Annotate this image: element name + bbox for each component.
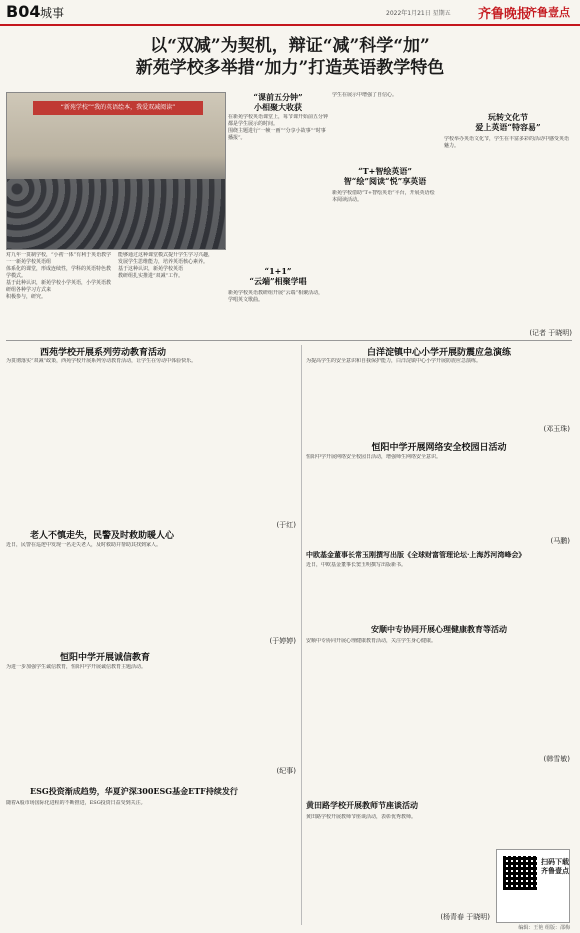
page-number: B04 [6, 2, 41, 21]
subhead-4: 玩转文化节 [488, 112, 528, 122]
photo-crowd [7, 179, 225, 249]
paper-name: 齐鲁晚报 [478, 7, 531, 22]
lead-body-col6: 新苑学校借助“T+智绘英语”平台，开展英语绘本阅读活动。 [332, 190, 435, 203]
article-title-1: 西苑学校开展系列劳动教育活动 [40, 348, 167, 358]
subhead-1: “课前五分钟” [253, 92, 303, 102]
article-title-8: ESG投资渐成趋势，华夏沪深300ESG基金ETF持续发行 [30, 786, 238, 796]
subhead-2b: “云端”相聚学唱 [249, 276, 307, 286]
article-title-6: 恒阳中学开展诚信教育 [60, 653, 151, 663]
article-title-2: 白洋淀镇中心小学开展防震应急演练 [366, 348, 511, 358]
lead-body-col2: 能够通过这种课堂模式提升学生学习兴趣， 发展学生思维能力，培养英语核心素养。 基于这种认识，新苑学校英语 教研组扎实推进“双减”工作。 [118, 252, 214, 279]
lead-body-col3: 在新苑学校英语课堂上，每节课开始前五分钟都是学生展示的时间。 围绕主题进行“一帧一画”“分享小故事”“时事播报”。 [228, 114, 328, 141]
article-body-8: 随着A股市场国际化进程的不断推进，ESG投资日益受到关注。 [6, 800, 146, 806]
qr-code-icon[interactable] [503, 856, 537, 890]
article-body-4: 恒阳中学开展网络安全校园日活动，增强师生网络安全意识。 [306, 454, 442, 460]
lead-body-col7: 学校举办英语文化节，学生在丰富多彩的活动中感受英语魅力。 [444, 136, 570, 149]
lead-photo [6, 92, 226, 250]
byline-5: (韩雪敏) [543, 755, 570, 763]
divider-1 [6, 340, 572, 341]
article-title-5: 中欧基金董事长常玉刚撰写出版《全球财富管理论坛·上海苏河湾峰会》 [306, 550, 526, 559]
article-title-7: 安顺中专协同开展心理健康教育等活动 [371, 624, 507, 634]
section-name: 城事 [40, 6, 65, 20]
subhead-1b: 小相聚大收获 [254, 102, 302, 112]
article-title-4: 恒阳中学开展网络安全校园日活动 [371, 443, 507, 453]
byline-7: (杨青春 于晓明) [440, 913, 490, 921]
main-headline-line2: 新苑学校多举措“加力”打造英语教学特色 [135, 58, 445, 78]
article-body-3: 近日，民警在巡逻中发现一名走失老人，及时救助并帮助其找到家人。 [6, 542, 162, 548]
byline-2: (邓玉珠) [543, 425, 570, 433]
article-body-7: 安顺中专协同开展心理健康教育活动，关注学生身心健康。 [306, 638, 437, 644]
issue-date: 2022年1月21日 星期五 [386, 10, 451, 17]
brand-logo: 齐鲁壹点 [526, 6, 570, 19]
article-body-2: 为提高学生的安全意识和自我保护能力，白洋淀镇中心小学开展防震应急演练。 [306, 358, 482, 364]
lead-body-col5: 学生在展示中增强了自信心。 [332, 92, 398, 98]
article-body-9: 黄田路学校开展教师节座谈活动，表彰优秀教师。 [306, 814, 417, 820]
byline-lead: (记者 于晓明) [529, 329, 572, 337]
subhead-3b: 智“绘”阅读“悦”享英语 [343, 176, 427, 186]
photo-banner: “新苑学校”“我的英语绘本，我爱双减阅读” [33, 101, 203, 115]
article-body-1: 为贯彻落实“双减”政策，西苑学校开展系列劳动教育活动，让学生在劳动中体验快乐。 [6, 358, 197, 364]
editor-credit: 编辑：王艳 组版：邵梅 [518, 925, 570, 931]
subhead-2: “1+1” [264, 266, 292, 276]
byline-1: (于红) [276, 521, 296, 529]
article-body-6: 为进一步加强学生诚信教育，恒阳中学开展诚信教育主题活动。 [6, 664, 147, 670]
column-divider [301, 345, 302, 925]
subhead-4b: 爱上英语“特容易” [475, 122, 541, 132]
byline-3: (于婷婷) [269, 637, 296, 645]
qr-block[interactable] [496, 849, 570, 923]
lead-body-col1: 对九年一贯制学校，“小初一体”有利于英语教学一一新苑学校英语组 体系化的课堂，形成连续性，学科的英语特色教学模式。 基于此种认识，新苑学校小学英语，小学英语教研组各种学习方式来 积极参与，研究。 [6, 252, 112, 300]
byline-4: (马鹏) [550, 537, 570, 545]
article-body-5: 近日，中欧基金董事长窦玉明撰写出版新书。 [306, 562, 407, 568]
main-headline-line1: 以“双减”为契机，辩证“减”科学“加” [150, 36, 430, 56]
article-title-3: 老人不慎走失，民警及时救助暖人心 [30, 531, 175, 541]
lead-body-col4: 新苑学校英语教研组开展“云端”相聚活动，学唱英文歌曲。 [228, 290, 324, 303]
byline-6: (纪事) [276, 767, 296, 775]
subhead-3: “T+智绘英语” [358, 166, 412, 176]
qr-label: 扫码下载齐鲁壹点 [541, 858, 569, 875]
article-title-9: 黄田路学校开展教师节座谈活动 [306, 800, 418, 810]
